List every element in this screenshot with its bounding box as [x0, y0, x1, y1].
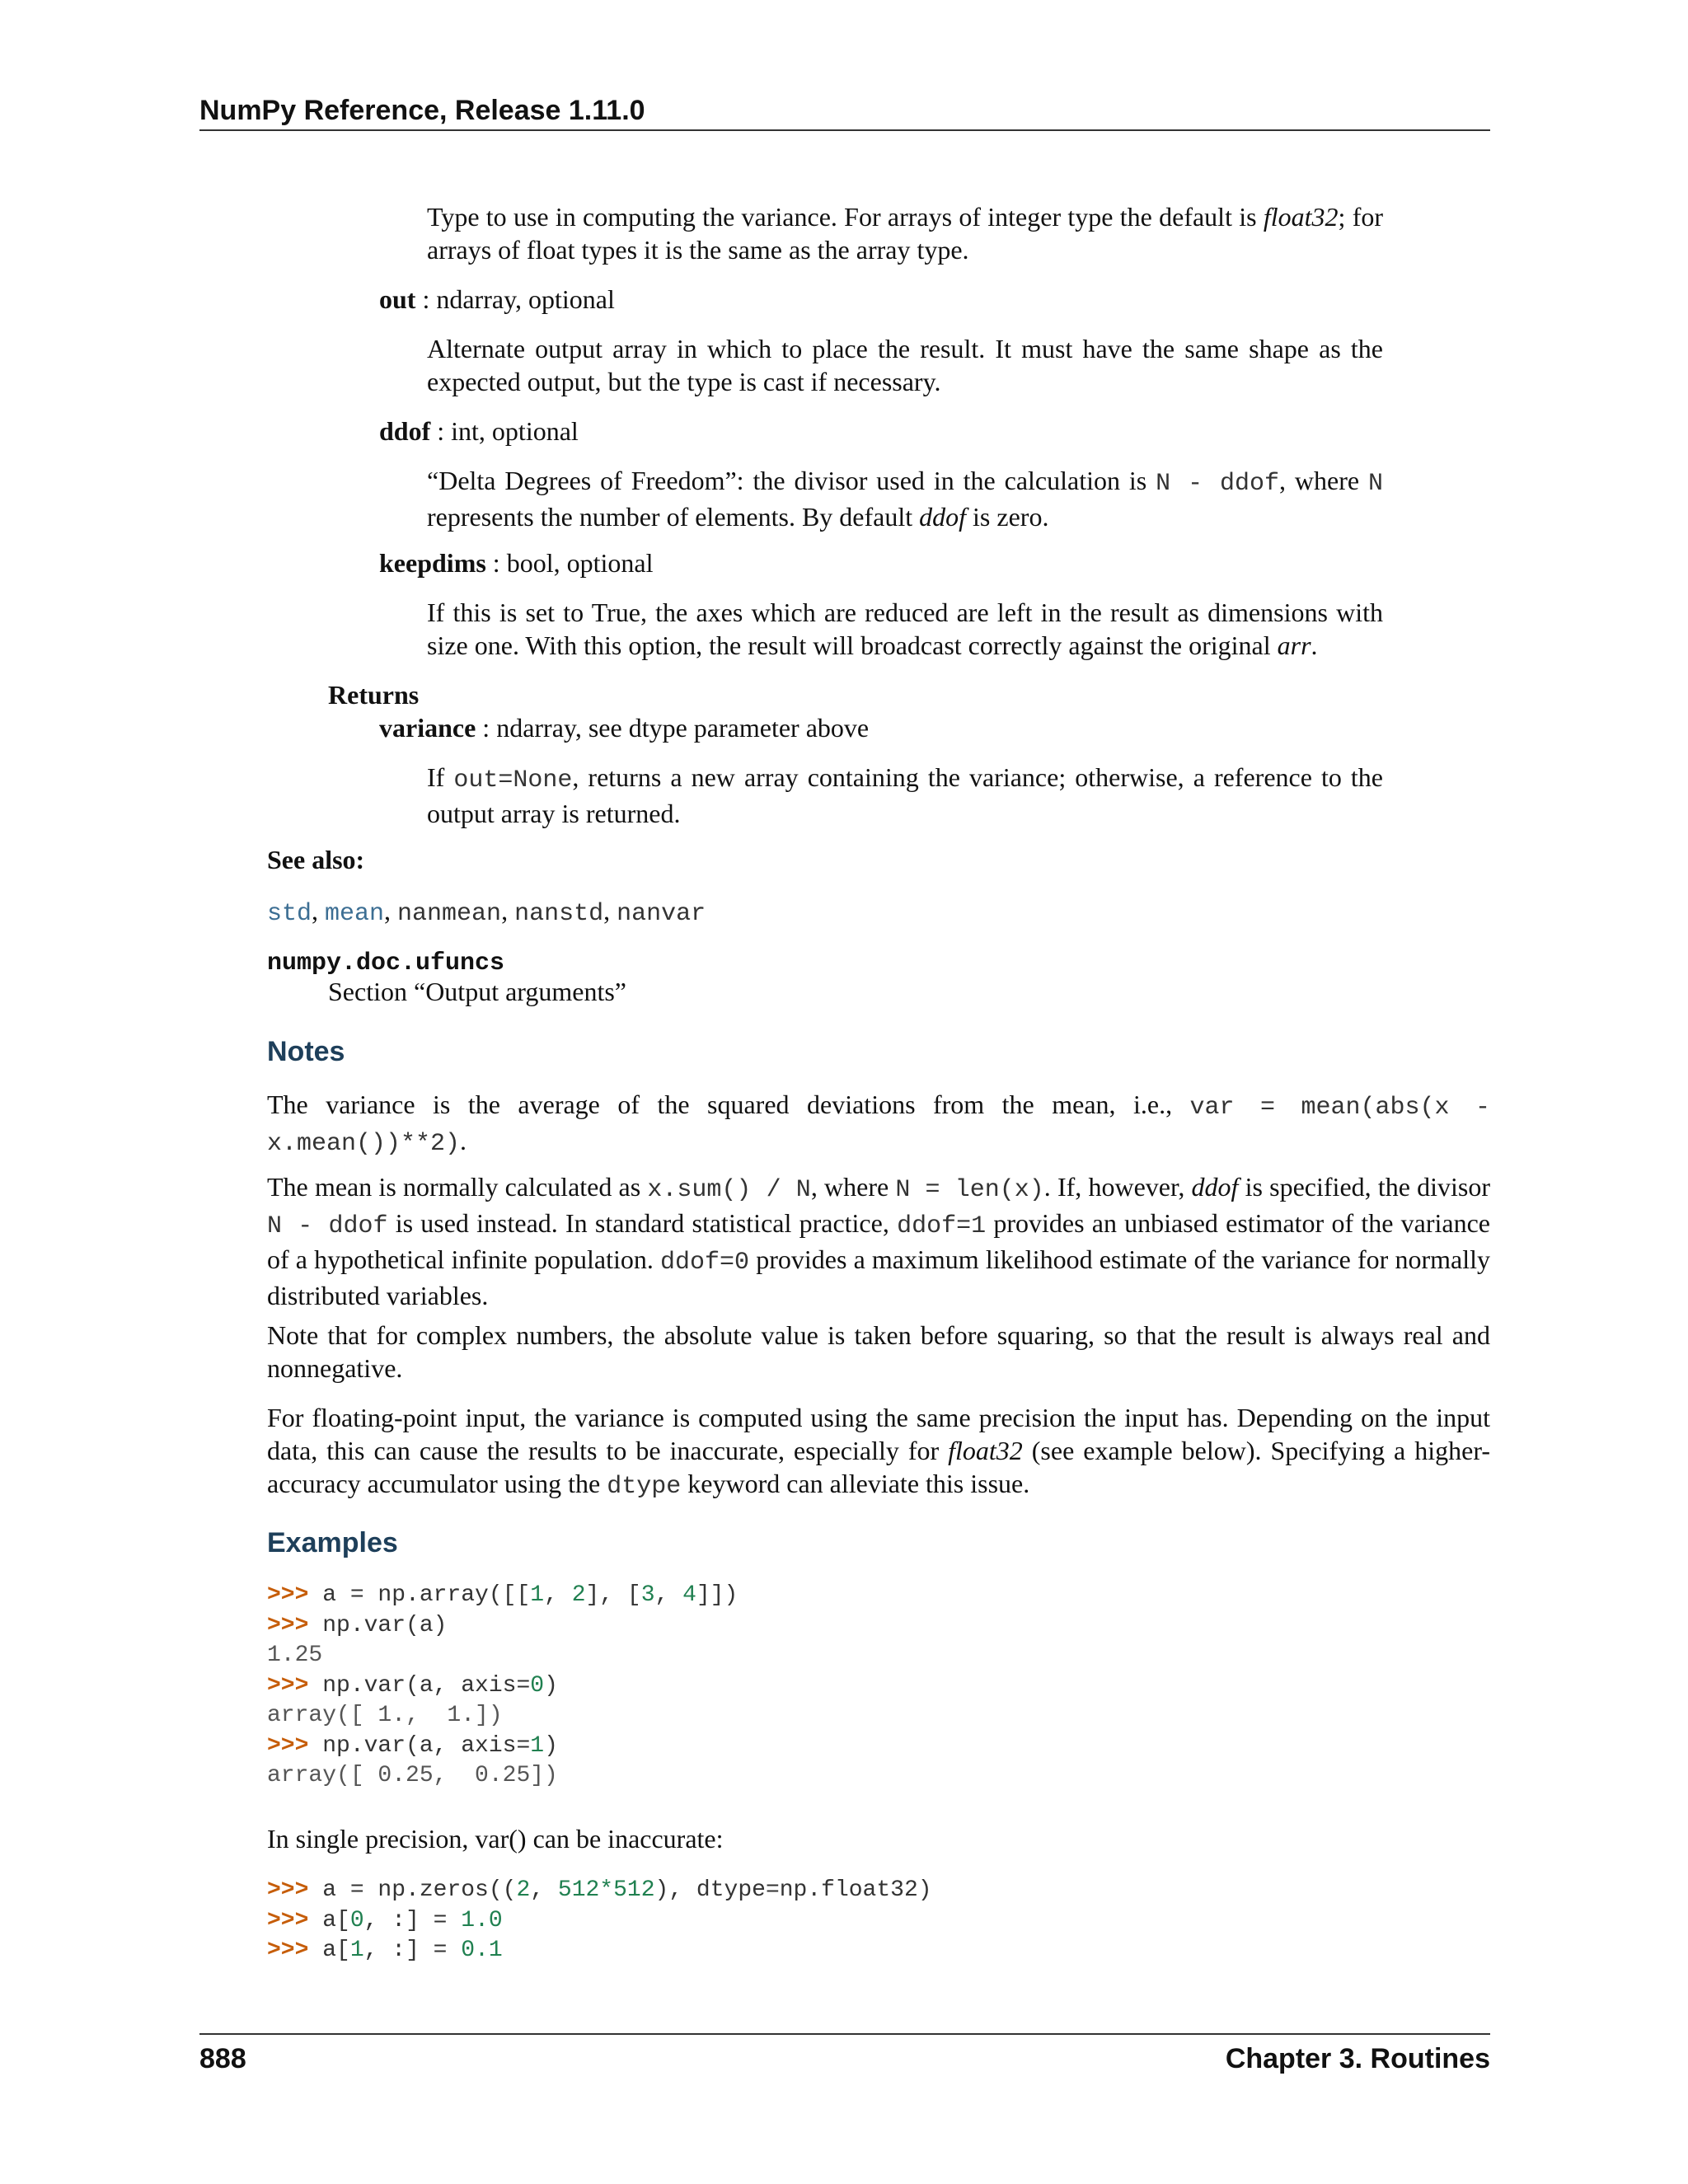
code-line: >>> np.var(a): [267, 1612, 448, 1638]
notes-heading: Notes: [267, 1036, 345, 1067]
see-also-ufuncs: numpy.doc.ufuncs: [267, 949, 505, 977]
param-out-description: Alternate output array in which to place the result. It must have the same shape as the expected output, but the type is cast if necessary.: [427, 334, 1383, 396]
link-mean[interactable]: mean: [325, 900, 385, 928]
notes-paragraph-1: The variance is the average of the squared deviations from the mean, i.e., var = mean(abs(x - x.mean())**2).: [267, 1090, 1490, 1158]
notes-paragraph-3: Note that for complex numbers, the absolute value is taken before squaring, so that the result is always real and nonnegative.: [267, 1320, 1490, 1383]
see-also-links: std, mean, nanmean, nanstd, nanvar: [267, 896, 706, 928]
param-keepdims-description: If this is set to True, the axes which are reduced are left in the result as dimensions with size one. With this option, the result will broadcast correctly against the original arr.: [427, 598, 1383, 660]
code-line: >>> np.var(a, axis=1): [267, 1732, 558, 1759]
single-precision-text: In single precision, var() can be inaccurate:: [267, 1824, 724, 1854]
see-also-ufuncs-desc: Section “Output arguments”: [328, 977, 626, 1006]
returns-heading: Returns: [328, 680, 420, 710]
code-output: 1.25: [267, 1643, 323, 1668]
param-ddof-description: “Delta Degrees of Freedom”: the divisor used in the calculation is N - ddof, where N represents the number of elements. By default ddof is zero.: [427, 466, 1384, 532]
returns-variance: variance : ndarray, see dtype parameter above: [379, 713, 870, 743]
see-also-heading: See also:: [267, 845, 365, 874]
code-output: array([ 0.25, 0.25]): [267, 1763, 558, 1788]
ref-nanvar: nanvar: [617, 900, 706, 928]
param-out: out : ndarray, optional: [379, 284, 615, 314]
page-header-title: NumPy Reference, Release 1.11.0: [199, 95, 645, 126]
example-code-block-2: [267, 1876, 932, 1966]
link-std[interactable]: std: [267, 900, 312, 928]
header-rule: [199, 129, 1490, 131]
ref-nanmean: nanmean: [397, 900, 502, 928]
dtype-description: Type to use in computing the variance. For arrays of integer type the default is float32; for arrays of float types it is the same as the array type.: [427, 202, 1384, 265]
ref-nanstd: nanstd: [514, 900, 604, 928]
param-ddof: ddof : int, optional: [379, 416, 579, 446]
notes-paragraph-2: The mean is normally calculated as x.sum() / N, where N = len(x). If, however, ddof is specified, the divisor N - ddof is used instead. In standard statistical practice, ddof=1 provides an unbiased estimator of the variance of a hypothetical infinite population. ddof=0 provides a maximum likelihood estimate of the variance for normally distributed variables.: [267, 1172, 1491, 1310]
code-output: array([ 1., 1.]): [267, 1703, 503, 1728]
footer-rule: [199, 2033, 1490, 2035]
page-number: 888: [199, 2043, 246, 2074]
examples-heading: Examples: [267, 1527, 398, 1558]
code-line: >>> a[0, :] = 1.0: [267, 1907, 503, 1933]
chapter-title: Chapter 3. Routines: [1225, 2043, 1490, 2074]
code-line: >>> np.var(a, axis=0): [267, 1672, 558, 1699]
returns-description: If out=None, returns a new array containing the variance; otherwise, a reference to the output array is returned.: [427, 762, 1384, 828]
code-line: >>> a = np.array([[1, 2], [3, 4]]): [267, 1582, 738, 1608]
example-code-block-1: [267, 1581, 738, 1792]
code-line: >>> a[1, :] = 0.1: [267, 1938, 503, 1963]
code-line: >>> a = np.zeros((2, 512*512), dtype=np.float32): [267, 1877, 932, 1903]
param-keepdims: keepdims : bool, optional: [379, 548, 654, 578]
notes-paragraph-4: For floating-point input, the variance is computed using the same precision the input has. Depending on the input data, this can cause the results to be inaccurate, especially for float32 (see example below). Specifying a higher-accuracy accumulator using the dtype keyword can alleviate this issue.: [267, 1403, 1491, 1501]
